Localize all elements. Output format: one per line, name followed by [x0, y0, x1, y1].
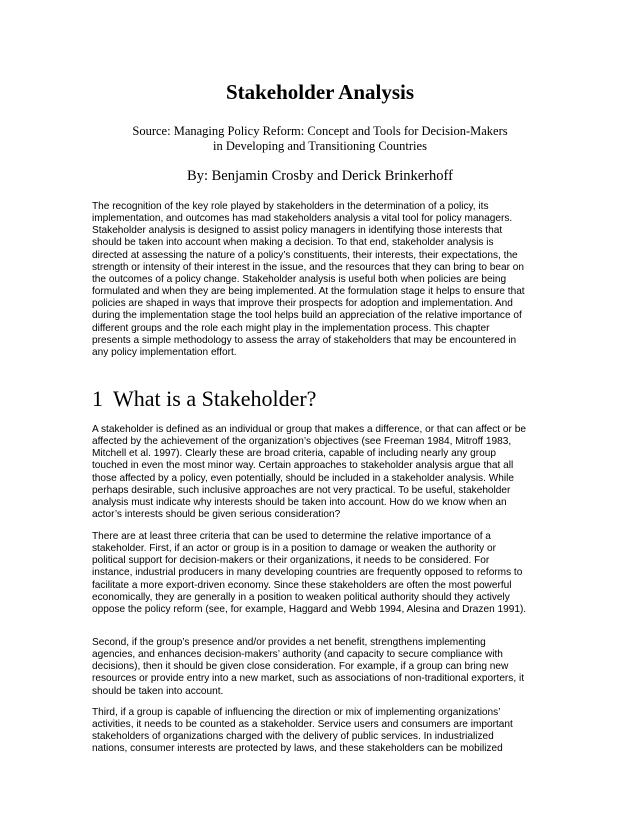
text-line: nations, consumer interests are protected by laws, and these stakeholders can be mobilized	[92, 743, 503, 755]
text-line: Second, if the group’s presence and/or provides a net benefit, strengthens implementing	[92, 637, 486, 648]
authors-line: By: Benjamin Crosby and Derick Brinkerhoff	[187, 168, 453, 184]
section-paragraph-3	[92, 637, 548, 698]
text-line: Third, if a group is capable of influencing the direction or mix of implementing organizations’	[92, 707, 501, 718]
text-line: stakeholder. First, if an actor or group is in a position to damage or weaken the authority or	[92, 543, 496, 555]
text-line: should be taken into account when making a decision. To that end, stakeholder analysis is	[92, 237, 494, 249]
text-line: facilitate a more export-driven economy. Since these stakeholders are often the most powerful	[92, 579, 512, 591]
text-line: any policy implementation effort.	[92, 346, 237, 358]
text-line: formulated and when they are being implemented. At the formulation stage it helps to ensure that	[92, 286, 525, 298]
text-line: perhaps desirable, such inclusive approaches are not very practical. To be useful, stakeholder	[92, 484, 511, 496]
text-line: analysis must indicate why interests should be taken into account. How do we know when an	[92, 496, 507, 508]
text-line: instance, industrial producers in many developing countries are frequently opposed to reforms to	[92, 567, 523, 579]
text-line: There are at least three criteria that can be used to determine the relative importance of a	[92, 531, 491, 542]
document-title: Stakeholder Analysis	[225, 80, 415, 104]
text-line: presents a simple methodology to assess the array of stakeholders that may be encountered in	[92, 334, 517, 346]
text-line: economically, they are generally in a position to weaken political authority should they actively	[92, 591, 510, 603]
text-line: implementation, and outcomes has mad stakeholders analysis a vital tool for policy managers.	[92, 213, 513, 225]
text-line: A stakeholder is defined as an individual or group that makes a difference, or that can affect or be	[92, 424, 526, 435]
text-line: activities, it needs to be counted as a stakeholder. Service users and consumers are important	[92, 719, 513, 731]
intro-paragraph	[92, 201, 548, 359]
source-line: in Developing and Transitioning Countries	[213, 139, 427, 153]
text-line: Stakeholder analysis is designed to assist policy managers in identifying those interests that	[92, 225, 503, 237]
text-line: during the implementation stage the tool helps build an appreciation of the relative importance of	[92, 310, 522, 322]
text-line: resources or provide entry into a new market, such as associations of non-traditional exporters, it	[92, 673, 524, 685]
section-paragraph-4	[92, 707, 548, 756]
text-line: oppose the policy reform (see, for example, Haggard and Webb 1994, Alesina and Drazen 1991).	[92, 603, 527, 615]
source-citation	[92, 124, 548, 154]
source-line: Source: Managing Policy Reform: Concept and Tools for Decision-Makers	[132, 124, 508, 138]
text-line: should be taken into account.	[92, 685, 224, 697]
section-title: What is a Stakeholder?	[113, 386, 317, 411]
text-line: those affected by a policy, even potentially, should be included in a stakeholder analysis. While	[92, 472, 514, 484]
section-heading	[92, 385, 548, 413]
section-paragraph-1	[92, 424, 548, 521]
text-line: directed at assessing the nature of a policy’s constituents, their interests, their expectations, the	[92, 249, 518, 261]
text-line: The recognition of the key role played by stakeholders in the determination of a policy, its	[92, 201, 489, 212]
text-line: different groups and the role each might play in the implementation process. This chapter	[92, 322, 490, 334]
text-line: stakeholders of organizations charged with the delivery of public services. In industrialized	[92, 731, 494, 743]
section-number: 1	[92, 386, 103, 411]
section-paragraph-2	[92, 531, 548, 616]
text-line: touched in even the most minor way. Certain approaches to stakeholder analysis argue that all	[92, 460, 514, 472]
text-line: strength or intensity of their interest in the issue, and the resources that they can bring to bear on	[92, 261, 525, 273]
text-line: actor’s interests should be given serious consideration?	[92, 509, 341, 521]
text-line: political support for decision-makers or their organizations, it needs to be considered. For	[92, 555, 490, 567]
text-line: affected by the achievement of the organization’s objectives (see Freeman 1984, Mitroff 1983,	[92, 436, 512, 448]
text-line: agencies, and enhances decision-makers’ authority (and capacity to secure compliance with	[92, 649, 503, 661]
text-line: decisions), then it should be given close consideration. For example, if a group can bring new	[92, 661, 509, 673]
text-line: the outcomes of a policy change. Stakeholder analysis is useful both when policies are being	[92, 273, 507, 285]
text-line: policies are shaped in ways that improve their prospects for adoption and implementation. And	[92, 298, 513, 310]
text-line: Mitchell et al. 1997). Clearly these are broad criteria, capable of including nearly any group	[92, 448, 496, 460]
